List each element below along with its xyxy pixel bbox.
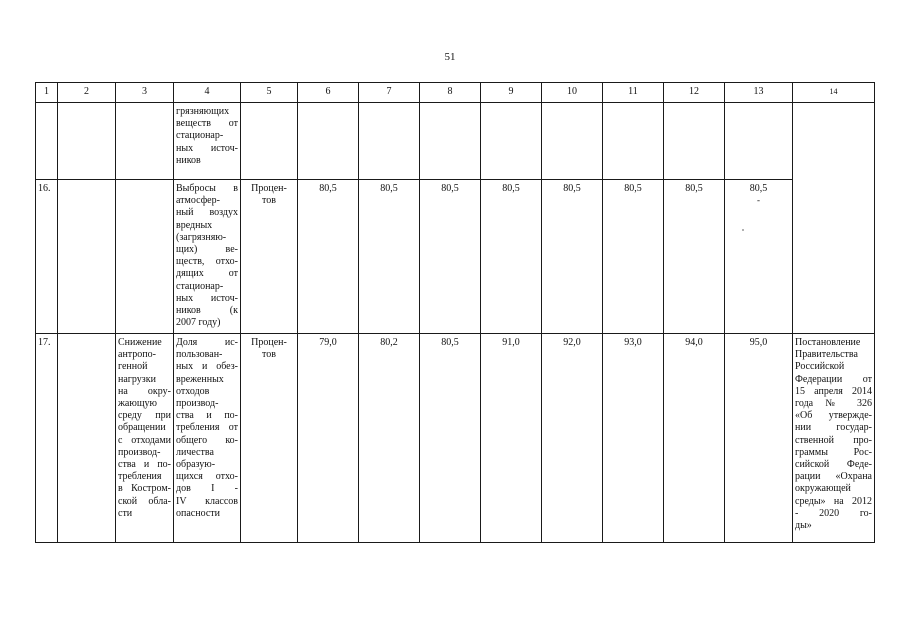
cell-line: ской обла- <box>118 495 171 507</box>
value-cell-col-6: 79,0 <box>298 334 359 543</box>
cell-line: щих) ве- <box>176 244 238 256</box>
cell-line: Выбросы в <box>176 183 238 194</box>
unit-line: тов <box>262 349 276 361</box>
cell-line: на окру- <box>118 385 171 397</box>
cell-line: ных источ- <box>176 292 238 304</box>
col-2-cell <box>58 103 116 180</box>
cell-line: Снижение <box>118 337 162 348</box>
value-cell-col-7: 80,2 <box>359 334 420 543</box>
cell-line: ществ, отхо- <box>176 256 238 268</box>
cell-line: антропо- <box>118 349 156 361</box>
cell-line: Российской <box>795 361 845 373</box>
value-cell-col-13 <box>725 103 793 180</box>
cell-line: в Костром- <box>118 483 171 495</box>
task-name-cell <box>116 103 174 180</box>
value-cell-col-11: 93,0 <box>603 334 664 543</box>
cell-line: личества <box>176 446 214 458</box>
cell-line: требления от <box>176 422 238 434</box>
row-number-cell <box>36 103 58 180</box>
value-cell-col-6 <box>298 103 359 180</box>
cell-line: ства и по- <box>176 410 238 422</box>
cell-line: IV классов <box>176 495 238 507</box>
header-cell-11: 11 <box>603 83 664 103</box>
value-cell-col-10: 80,5 <box>542 180 603 334</box>
row-number-cell: 16. <box>36 180 58 334</box>
task-name-cell <box>116 334 174 543</box>
header-cell-12: 12 <box>664 83 725 103</box>
value-cell-col-9 <box>481 103 542 180</box>
value-cell-col-11: 80,5 <box>603 180 664 334</box>
cell-line: жающую <box>118 398 157 410</box>
cell-line: производ- <box>176 398 219 410</box>
header-cell-4: 4 <box>174 83 241 103</box>
value-cell-col-11 <box>603 103 664 180</box>
table-row <box>36 334 875 543</box>
cell-line: общего ко- <box>176 434 238 446</box>
cell-line: атмосфер- <box>176 195 220 207</box>
indicator-cell <box>174 103 241 180</box>
cell-line: стационар- <box>176 280 224 292</box>
header-row <box>36 83 875 103</box>
value-cell-col-13: 95,0 <box>725 334 793 543</box>
cell-line: пользован- <box>176 349 223 361</box>
value-cell-col-6: 80,5 <box>298 180 359 334</box>
table-row <box>36 180 875 334</box>
cell-line: образую- <box>176 459 216 471</box>
cell-line: веществ от <box>176 118 238 130</box>
header-cell-14: 14 <box>793 83 875 103</box>
cell-line: рации «Охрана <box>795 471 872 483</box>
unit-cell <box>241 334 298 543</box>
table-row <box>36 103 875 180</box>
header-cell-8: 8 <box>420 83 481 103</box>
cell-line: нагрузки <box>118 373 156 385</box>
cell-line: 15 апреля 2014 <box>795 385 872 397</box>
header-cell-1: 1 <box>36 83 58 103</box>
cell-line: окружающей <box>795 483 851 495</box>
unit-cell <box>241 103 298 180</box>
cell-line: стационар- <box>176 130 224 142</box>
value-cell-col-8 <box>420 103 481 180</box>
cell-line: «Об утвержде- <box>795 410 872 422</box>
value-cell-col-7: 80,5 <box>359 180 420 334</box>
header-cell-9: 9 <box>481 83 542 103</box>
cell-line: ных и обез- <box>176 361 238 373</box>
cell-line: вреженных <box>176 373 224 385</box>
scan-speck <box>742 229 744 231</box>
header-cell-5: 5 <box>241 83 298 103</box>
cell-line: среду при <box>118 410 171 422</box>
header-cell-2: 2 <box>58 83 116 103</box>
cell-line: сти <box>118 507 133 519</box>
cell-line: ников <box>176 154 201 166</box>
value-cell-col-10 <box>542 103 603 180</box>
col-2-cell <box>58 180 116 334</box>
cell-line: граммы Рос- <box>795 446 872 458</box>
cell-line: дящих от <box>176 268 238 280</box>
cell-line: Правительства <box>795 349 858 361</box>
cell-line: ды» <box>795 520 812 532</box>
cell-line: Постановление <box>795 337 861 348</box>
cell-line: ных источ- <box>176 142 238 154</box>
cell-line: ственной про- <box>795 434 872 446</box>
value-cell-col-8: 80,5 <box>420 180 481 334</box>
value-cell-col-13 <box>725 180 793 334</box>
cell-line: нии государ- <box>795 422 872 434</box>
note-cell <box>793 334 875 543</box>
value-cell-col-10: 92,0 <box>542 334 603 543</box>
cell-line: щихся отхо- <box>176 471 238 483</box>
cell-line: опасности <box>176 507 220 519</box>
cell-line: ства и по- <box>118 459 171 471</box>
cell-line: обращении <box>118 422 166 434</box>
cell-line: ников (к <box>176 305 238 317</box>
cell-line: - 2020 го- <box>795 507 872 519</box>
task-name-cell <box>116 180 174 334</box>
value-cell-col-12 <box>664 103 725 180</box>
header-cell-7: 7 <box>359 83 420 103</box>
indicator-cell <box>174 334 241 543</box>
unit-line: Процен- <box>251 183 287 194</box>
unit-cell <box>241 180 298 334</box>
indicator-cell <box>174 180 241 334</box>
cell-line: генной <box>118 361 148 373</box>
cell-line: ный воздух <box>176 207 238 219</box>
indicators-table <box>35 82 875 543</box>
cell-line: года № 326 <box>795 398 872 410</box>
cell-line: Федерации от <box>795 373 872 385</box>
cell-line: Доля ис- <box>176 337 238 348</box>
header-cell-3: 3 <box>116 83 174 103</box>
cell-line: с отходами <box>118 434 171 446</box>
col-2-cell <box>58 334 116 543</box>
cell-line: вредных <box>176 219 213 231</box>
value-cell-col-12: 94,0 <box>664 334 725 543</box>
value-cell-col-9: 80,5 <box>481 180 542 334</box>
value-cell-col-12: 80,5 <box>664 180 725 334</box>
value-cell-col-7 <box>359 103 420 180</box>
cell-line: (загрязняю- <box>176 231 227 243</box>
cell-line: грязняющих <box>176 106 230 117</box>
cell-line: требления <box>118 471 162 483</box>
cell-line: дов I - <box>176 483 238 495</box>
cell-line: сийской Феде- <box>795 459 872 471</box>
header-cell-10: 10 <box>542 83 603 103</box>
cell-line: производ- <box>118 446 161 458</box>
cell-line: среды» на 2012 <box>795 495 872 507</box>
note-cell <box>793 103 875 334</box>
header-cell-6: 6 <box>298 83 359 103</box>
value-cell-col-9: 91,0 <box>481 334 542 543</box>
value-text: 80,5 <box>749 183 768 194</box>
header-cell-13: 13 <box>725 83 793 103</box>
page-number: 51 <box>444 51 456 63</box>
row-number-cell: 17. <box>36 334 58 543</box>
value-cell-col-8: 80,5 <box>420 334 481 543</box>
cell-line: 2007 году) <box>176 317 221 329</box>
cell-line: отходов <box>176 385 210 397</box>
unit-line: тов <box>262 195 276 207</box>
value-extra-mark: - <box>757 195 760 206</box>
unit-line: Процен- <box>251 337 287 348</box>
